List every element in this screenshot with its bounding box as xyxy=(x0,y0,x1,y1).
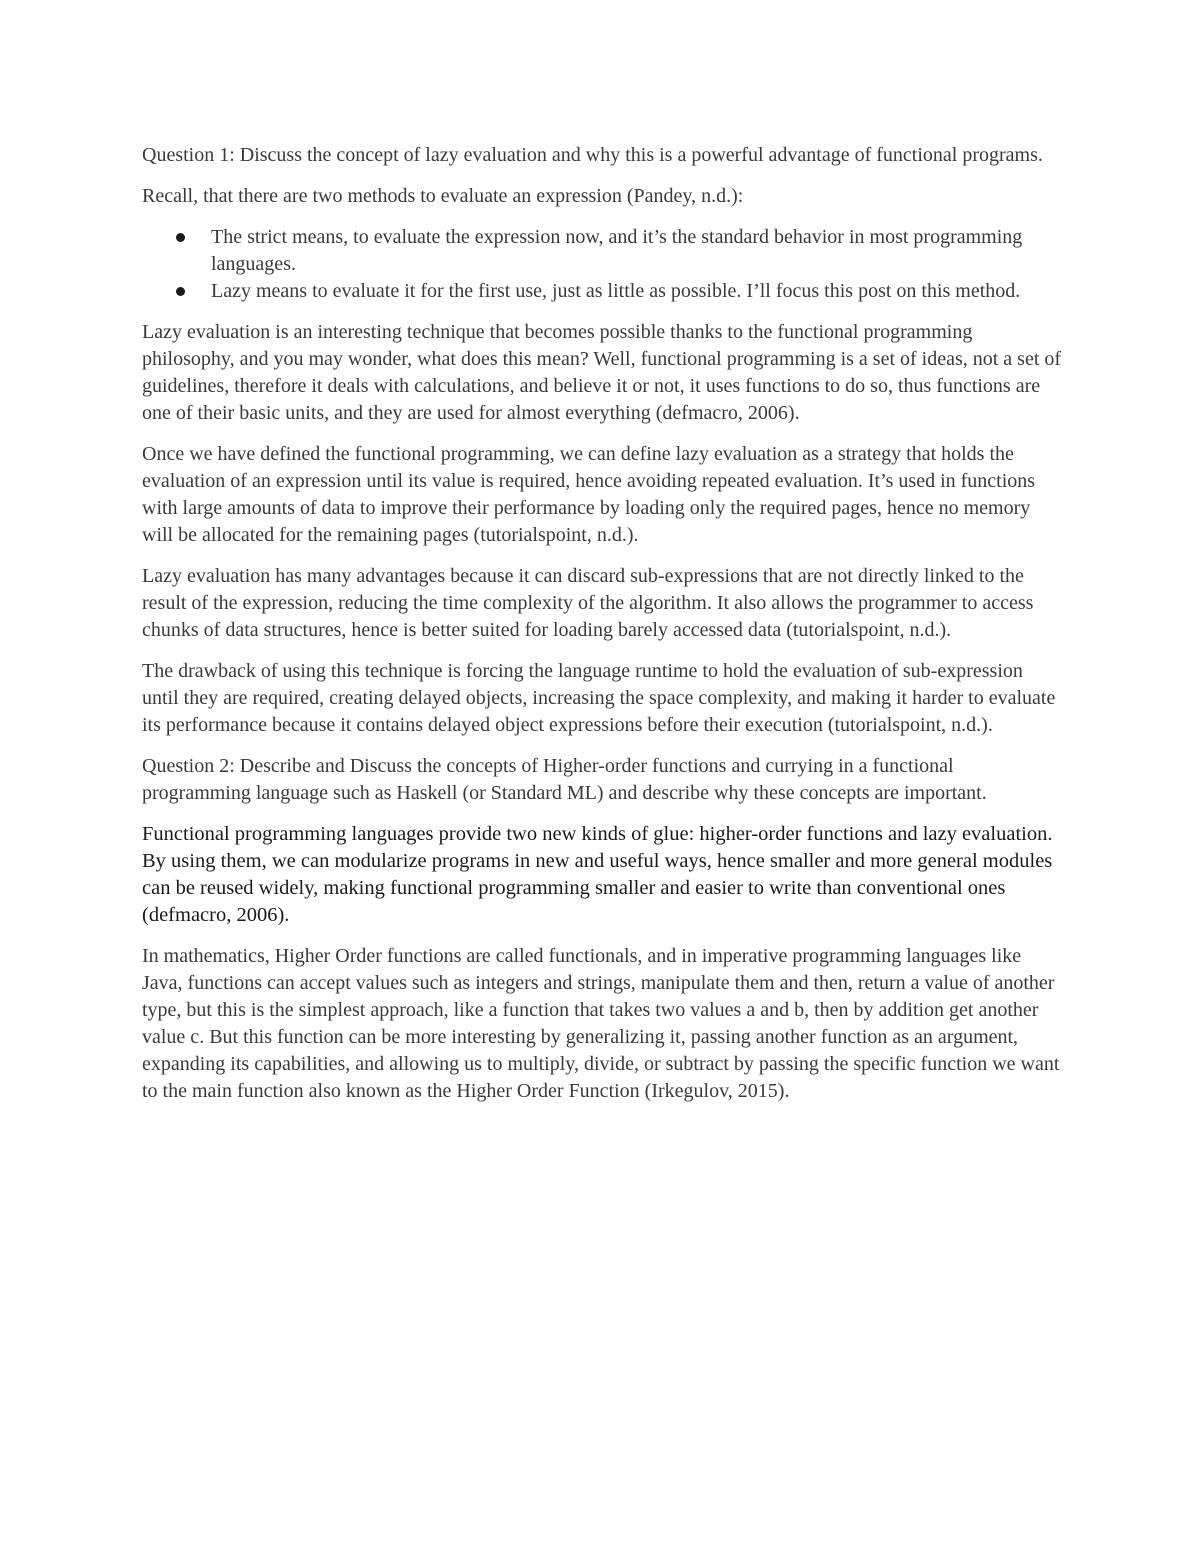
evaluation-methods-intro: Recall, that there are two methods to evaluate an expression (Pandey, n.d.): xyxy=(142,185,744,207)
question-1-heading: Question 1: Discuss the concept of lazy evaluation and why this is a powerful advantage of functional programs. xyxy=(142,144,1043,166)
list-item xyxy=(142,278,1062,305)
glue-paragraph: Functional programming languages provide two new kinds of glue: higher-order functions and lazy evaluation. By using them, we can modularize programs in new and useful ways, hence smaller and more general modules can be reused widely, making functional programming smaller and easier to write than conventional ones (defmacro, 2006). xyxy=(142,823,1053,926)
advantages-paragraph: Lazy evaluation has many advantages because it can discard sub-expressions that are not directly linked to the result of the expression, reducing the time complexity of the algorithm. It also allows the programmer to access chunks of data structures, hence is better suited for loading barely accessed data (tutorialspoint, n.d.). xyxy=(142,565,1034,641)
evaluation-methods-list xyxy=(142,224,1062,305)
drawbacks-paragraph: The drawback of using this technique is forcing the language runtime to hold the evaluation of sub-expression until they are required, creating delayed objects, increasing the space complexity, and making it harder to evaluate its performance because it contains delayed object expressions before their execution (tutorialspoint, n.d.). xyxy=(142,660,1056,736)
document-page xyxy=(142,142,1062,1119)
list-item xyxy=(142,224,1062,278)
list-item-text: Lazy means to evaluate it for the first use, just as little as possible. I’ll focus this post on this method. xyxy=(211,280,1021,302)
bullet-icon xyxy=(176,287,185,296)
question-2-heading: Question 2: Describe and Discuss the concepts of Higher-order functions and currying in a functional programming language such as Haskell (or Standard ML) and describe why these concepts are important. xyxy=(142,755,987,804)
lazy-evaluation-definition-paragraph: Once we have defined the functional programming, we can define lazy evaluation as a strategy that holds the evaluation of an expression until its value is required, hence avoiding repeated evaluation. It’s used in functions with large amounts of data to improve their performance by loading only the required pages, hence no memory will be allocated for the remaining pages (tutorialspoint, n.d.). xyxy=(142,443,1036,546)
bullet-icon xyxy=(176,233,185,242)
higher-order-functions-paragraph: In mathematics, Higher Order functions are called functionals, and in imperative programming languages like Java, functions can accept values such as integers and strings, manipulate them and then, return a value of another type, but this is the simplest approach, like a function that takes two values a and b, then by addition get another value c. But this function can be more interesting by generalizing it, passing another function as an argument, expanding its capabilities, and allowing us to multiply, divide, or subtract by passing the specific function we want to the main function also known as the Higher Order Function (Irkegulov, 2015). xyxy=(142,945,1060,1102)
list-item-text: The strict means, to evaluate the expression now, and it’s the standard behavior in most programming languages. xyxy=(211,226,1023,275)
lazy-evaluation-paragraph: Lazy evaluation is an interesting technique that becomes possible thanks to the functional programming philosophy, and you may wonder, what does this mean? Well, functional programming is a set of ideas, not a set of guidelines, therefore it deals with calculations, and believe it or not, it uses functions to do so, thus functions are one of their basic units, and they are used for almost everything (defmacro, 2006). xyxy=(142,321,1062,424)
